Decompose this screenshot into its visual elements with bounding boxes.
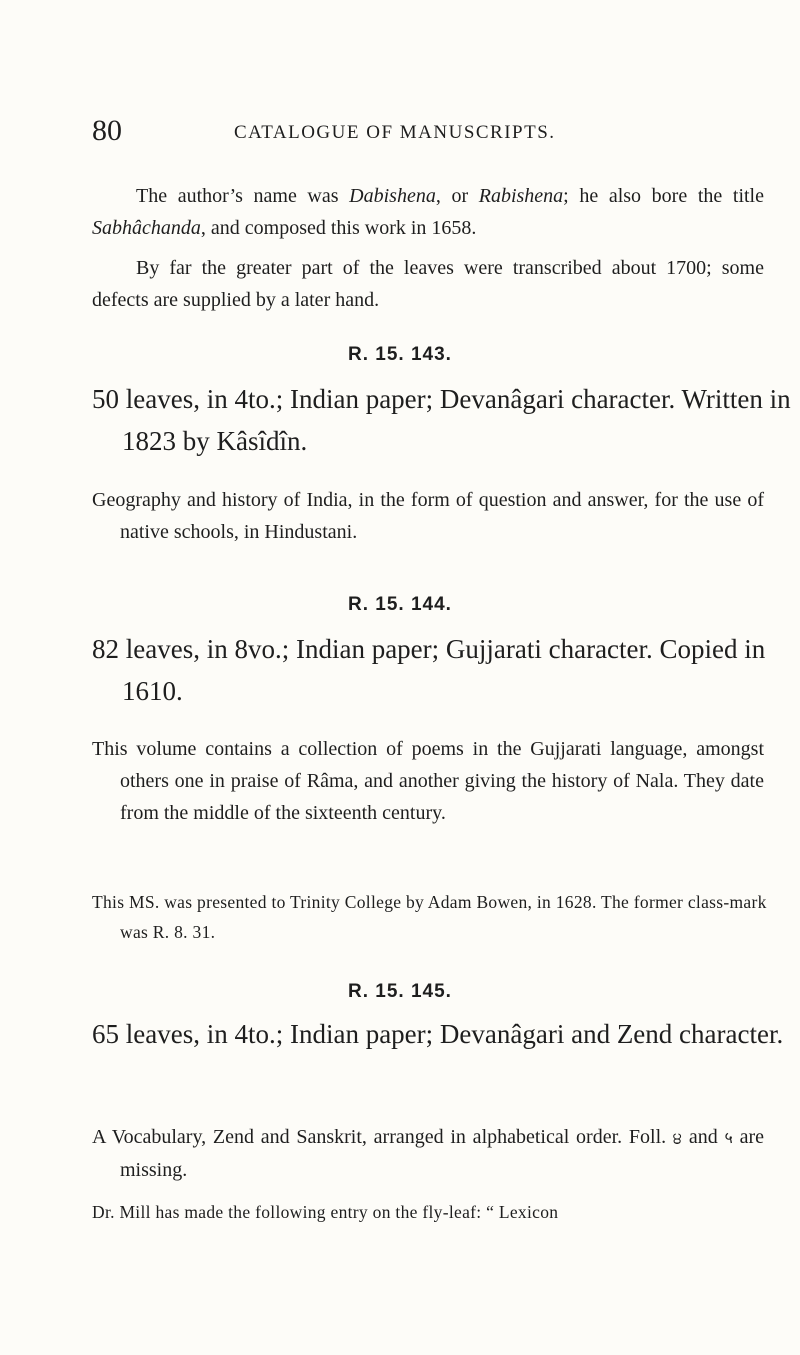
text-fragment: ; he also bore the title <box>563 185 764 207</box>
running-title: CATALOGUE OF MANUSCRIPTS. <box>234 122 556 143</box>
intro-paragraph-author <box>92 180 764 244</box>
text-fragment: , and composed this work in 1658. <box>200 217 477 239</box>
text-fragment: and <box>682 1126 725 1148</box>
text-fragment: The author’s name was <box>136 185 350 207</box>
author-title: Sabhâchanda <box>92 217 201 239</box>
text-fragment: , or <box>435 185 479 207</box>
entry-note: This MS. was presented to Trinity College by Adam Bowen, in 1628. The former class-mark was R. 8. 31. <box>92 892 767 942</box>
entry-body: This volume contains a collection of poems in the Gujjarati language, amongst others one in praise of Râma, and another giving the history of Nala. They date from the middle of the sixteenth century. <box>92 738 764 824</box>
folio-numeral: ५ <box>724 1128 733 1147</box>
entry-note: Dr. Mill has made the following entry on the fly-leaf: “ Lexicon <box>92 1202 559 1222</box>
entry-description: 50 leaves, in 4to.; Indian paper; Devanâgari character. Written in 1823 by Kâsîdîn. <box>92 384 791 456</box>
shelfmark-heading: R. 15. 143. <box>348 344 452 365</box>
folio-numeral: ੪ <box>672 1128 683 1147</box>
shelfmark-heading: R. 15. 145. <box>348 981 452 1002</box>
intro-paragraph-transcription: By far the greater part of the leaves were transcribed about 1700; some defects are supplied by a later hand. <box>92 257 764 311</box>
author-alt-name: Rabishena <box>478 185 564 207</box>
shelfmark-heading: R. 15. 144. <box>348 594 452 615</box>
entry-body: Geography and history of India, in the form of question and answer, for the use of native schools, in Hindustani. <box>92 489 764 543</box>
author-name: Dabishena <box>349 185 436 207</box>
entry-description: 82 leaves, in 8vo.; Indian paper; Gujjarati character. Copied in 1610. <box>92 634 766 706</box>
entry-body <box>92 1121 764 1186</box>
page-header <box>92 114 752 154</box>
text-fragment: A Vocabulary, Zend and Sanskrit, arranged in alphabetical order. Foll. <box>92 1126 673 1148</box>
text-fragment: are missing. <box>120 1126 764 1181</box>
entry-description: 65 leaves, in 4to.; Indian paper; Devanâgari and Zend character. <box>92 1019 784 1049</box>
page-number: 80 <box>92 114 122 147</box>
